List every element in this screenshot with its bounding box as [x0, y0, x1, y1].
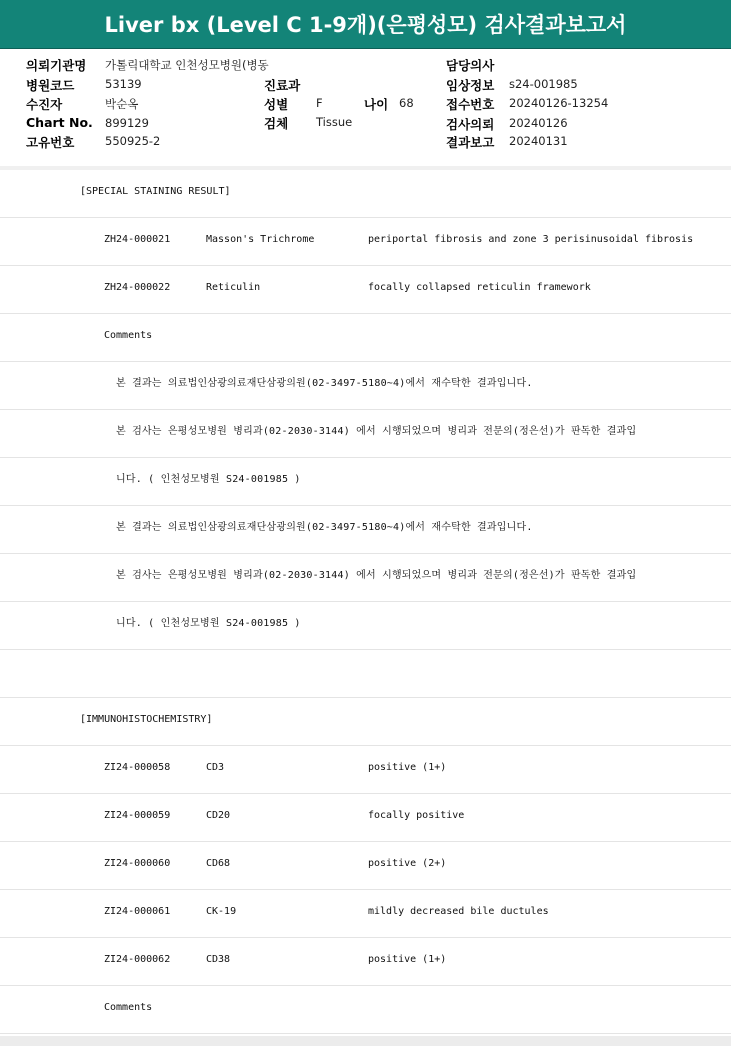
unique-no-label: 고유번호: [26, 135, 75, 150]
result-date-value: 20240131: [509, 134, 568, 148]
table-row: [0, 890, 731, 938]
comments-label: Comments: [104, 330, 153, 341]
test-name: CK-19: [206, 906, 237, 917]
table-row: [0, 842, 731, 890]
unique-no-value: 550925-2: [105, 134, 161, 148]
hospital-code-label: 병원코드: [26, 78, 75, 93]
age-value: 68: [399, 96, 414, 110]
comment-text: 본 결과는 의료법인삼광의료재단삼광의원(02-3497-5180~4)에서 재수탁한 결과입니다.: [116, 378, 533, 389]
test-result: positive (1+): [368, 762, 447, 773]
clinical-info-value: s24-001985: [509, 77, 578, 91]
test-code: ZH24-000022: [104, 282, 171, 293]
chart-no-label: Chart No.: [26, 115, 93, 130]
receipt-no-value: 20240126-13254: [509, 96, 609, 110]
test-name: Masson's Trichrome: [206, 234, 315, 245]
test-result: focally collapsed reticulin framework: [368, 282, 591, 293]
dept-label: 진료과: [264, 78, 301, 93]
request-date-label: 검사의뢰: [446, 117, 495, 132]
age-label: 나이: [364, 97, 389, 112]
request-date-value: 20240126: [509, 116, 568, 130]
table-row: [0, 938, 731, 986]
specimen-value: Tissue: [316, 115, 353, 129]
special-staining-heading: [SPECIAL STAINING RESULT]: [80, 186, 231, 197]
test-result: positive (2+): [368, 858, 447, 869]
doctor-label: 담당의사: [446, 58, 495, 73]
comment-text: 본 검사는 은평성모병원 병리과(02-2030-3144) 에서 시행되었으며 병리과 전문의(정은선)가 판독한 결과입: [116, 570, 637, 581]
comment-text: 니다. ( 인천성모병원 S24-001985 ): [116, 474, 301, 485]
comment-line: [0, 410, 731, 458]
test-result: periportal fibrosis and zone 3 perisinusoidal fibrosis: [368, 234, 694, 245]
comment-line: [0, 362, 731, 410]
chart-no-value: 899129: [105, 116, 149, 130]
clinical-info-label: 임상정보: [446, 78, 495, 93]
table-row: [0, 794, 731, 842]
test-name: CD68: [206, 858, 231, 869]
comment-line: [0, 554, 731, 602]
test-result: mildly decreased bile ductules: [368, 906, 549, 917]
comment-text: 본 결과는 의료법인삼광의료재단삼광의원(02-3497-5180~4)에서 재수탁한 결과입니다.: [116, 522, 533, 533]
receipt-no-label: 접수번호: [446, 97, 495, 112]
test-code: ZI24-000059: [104, 810, 171, 821]
test-result: positive (1+): [368, 954, 447, 965]
immuno-heading: [IMMUNOHISTOCHEMISTRY]: [80, 714, 213, 725]
test-code: ZI24-000058: [104, 762, 171, 773]
blank-row: [0, 650, 731, 698]
specimen-label: 검체: [264, 116, 289, 131]
comments-row: [0, 314, 731, 362]
scroll-edge: [0, 1036, 731, 1046]
report-body: [0, 170, 731, 1036]
test-code: ZI24-000062: [104, 954, 171, 965]
institution-label: 의뢰기관명: [26, 58, 87, 73]
patient-info-panel: [0, 50, 731, 167]
comment-line: [0, 506, 731, 554]
test-name: CD38: [206, 954, 231, 965]
comments-label: Comments: [104, 1002, 153, 1013]
sex-label: 성별: [264, 97, 289, 112]
institution-value: 가톨릭대학교 인천성모병원(병동: [105, 58, 269, 72]
report-title: Liver bx (Level C 1-9개)(은평성모) 검사결과보고서: [0, 0, 731, 49]
comment-line: [0, 602, 731, 650]
table-row: [0, 266, 731, 314]
sex-value: F: [316, 96, 323, 110]
hospital-code-value: 53139: [105, 77, 142, 91]
test-name: CD20: [206, 810, 231, 821]
test-code: ZH24-000021: [104, 234, 171, 245]
patient-label: 수진자: [26, 97, 63, 112]
test-name: Reticulin: [206, 282, 261, 293]
test-name: CD3: [206, 762, 225, 773]
test-code: ZI24-000060: [104, 858, 171, 869]
table-row: [0, 746, 731, 794]
result-date-label: 결과보고: [446, 135, 495, 150]
comment-line: [0, 458, 731, 506]
patient-value: 박순옥: [105, 97, 139, 111]
section-heading-row: [0, 698, 731, 746]
comment-text: 본 검사는 은평성모병원 병리과(02-2030-3144) 에서 시행되었으며 병리과 전문의(정은선)가 판독한 결과입: [116, 426, 637, 437]
comment-text: 니다. ( 인천성모병원 S24-001985 ): [116, 618, 301, 629]
table-row: [0, 218, 731, 266]
test-code: ZI24-000061: [104, 906, 171, 917]
comments-row: [0, 986, 731, 1034]
section-heading-row: [0, 170, 731, 218]
test-result: focally positive: [368, 810, 465, 821]
